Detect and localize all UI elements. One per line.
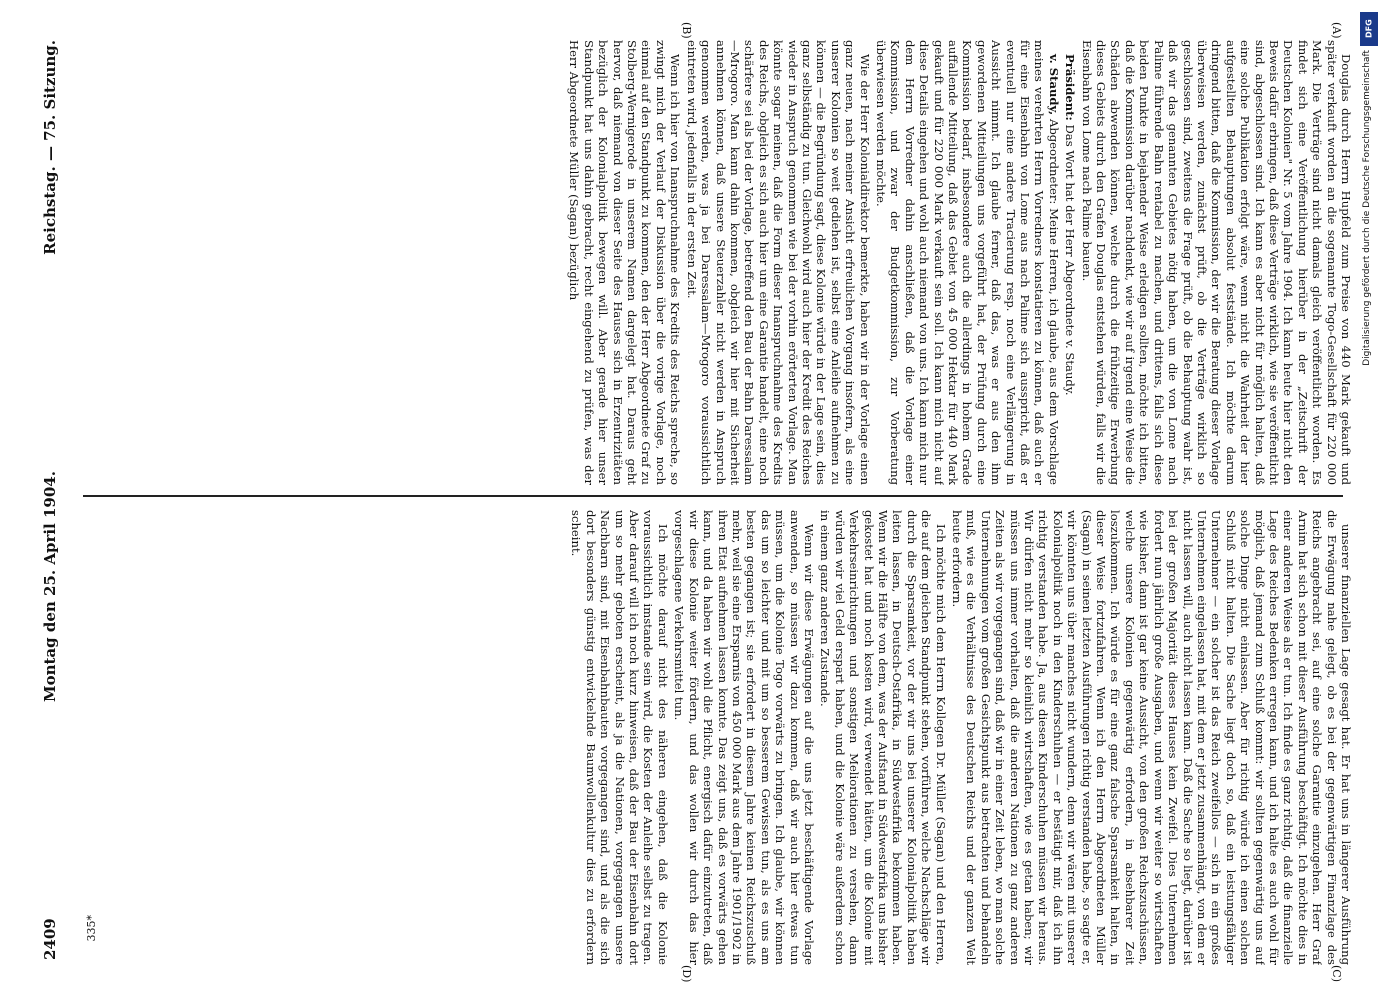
margin-marker-d: (D) (680, 965, 693, 983)
digitization-note: Digitalisierung gefördert durch die Deutsche Forschungsgemeinschaft (1362, 50, 1372, 366)
margin-marker-c: (C) (1330, 965, 1343, 982)
column-left (83, 40, 1353, 485)
paragraph: Wenn ich hier von Inanspruchnahme des Kredits des Reichs spreche, so zwingt mich der Verlauf der Diskussion über die vorige Vorlage, noch einmal auf den Standpunkt zu kommen, den der Herr Abgeordnete Graf zu Stolberg-Wernigerode in unserem Namen dargelegt hat. Daraus geht hervor, daß niemand von dieser Seite des Hauses sich in Erzentrizitäten bezüglich der Kolonialpolitik bewegen will. Aber gerade hier unser Standpunkt hat uns dahin gebracht, recht eingehend zu prüfen, was der Herr Abgeordnete Müller (Sagan) bezüglich (567, 40, 683, 485)
paragraph: Ich möchte darauf nicht des näheren eingehen, daß die Kolonie voraussichtlich imstande sein wird, die Kosten der Anleihe selbst zu tragen. Aber darauf will ich noch kurz hinweisen, daß der Bau der Eisenbahn dort um so mehr geboten erscheint, als ja die Nationen, vorgegangen unsere Nachbarn sind, mit Eisenbahnbauten vorgegangen sind, und als die sich dort besonders günstig entwickelnde Baumwollenkultur dies zu erfordern scheint. (569, 510, 670, 965)
header-left: Reichstag. — 75. Sitzung. (41, 40, 59, 255)
paragraph: Ich möchte mich dem Herrn Kollegen Dr. Müller (Sagan) und den Herren, die auf dem gleichen Standpunkt stehen, vorführen, welche Nachschläge wir durch die Sparsamkeit, vor der wir uns bei unserer Kolonialpolitik haben leiten lassen, in Deutsch-Ostafrika, in Südwestafrika bekommen haben. Wenn wir die Hälfte von dem, was der Aufstand in Südwestafrika uns bisher gekostet hat und noch kosten wird, verwendet hätten, um die Kolonie mit Verkehrseinrichtungen und sonstigen Meliorationen zu versehen, dann würden wir viel Geld erspart haben, und die Kolonie wäre außerdem schon in einem ganz anderen Zustande. (818, 510, 948, 965)
page-header (35, 40, 65, 960)
footer-page-number: 335* (85, 915, 98, 942)
paragraph: v. Staudy, Abgeordneter: Meine Herren, ich glaube, aus dem Vorschlage meines verehrten Herrn Vorredners konstatieren zu können, daß auch er für eine Eisenbahn von Lome aus nach Palime sich ausspricht, daß er eventuell nur eine andere Tracierung resp. noch eine Verlängerung in Aussicht nimmt. Ich glaube ferner, daß das, was er aus den ihm gewordenen Mitteilungen uns vorgeführt hat, der Prüfung durch eine Kommission bedarf, insbesondere auch die allerdings in hohem Grade auffallende Mitteilung, daß das Gebiet von 45 000 Hektar für 440 Mark gekauft und für 220 000 Mark verkauft sein soll. Ich kann mich nicht auf diese Details eingehen und wohl auch niemand von uns. Ich kann mich nur dem Herrn Vorredner dahin anschließen, daß die Vorlage einer Kommission, und zwar der Budgetkommission, zur Vorberatung überwiesen werden möchte. (874, 40, 1061, 485)
paragraph: Wenn wir diese Erwägungen auf die uns jetzt beschäftigende Vorlage anwenden, so müssen wir dazu kommen, daß wir auch hier etwas tun müssen, um die Kolonie Togo vorwärts zu bringen. Ich glaube, wir können das um so leichter und mit um so besserem Gewissen tun, als es uns am besten gegangen ist; sie erfordert in diesem Jahre keinen Reichszuschuß mehr, weil sie eine Ersparnis von 450 000 Mark aus dem Jahre 1901/1902 in ihren Etat aufnehmen lassen konnte. Das zeigt uns, daß es vorwärts gehen kann, und da haben wir wohl die Pflicht, energisch dafür einzutreten, daß wir diese Kolonie weiter fördern, und das wollen wir durch das hier vorgeschlagene Verkehrsmittel tun. (672, 510, 816, 965)
header-center: Montag den 25. April 1904. (41, 471, 59, 703)
dfg-logo: DFG (1360, 12, 1378, 46)
margin-marker-b: (B) (680, 22, 693, 39)
paragraph: Wie der Herr Kolonialdirektor bemerkte, haben wir in der Vorlage einen ganz neuen, nach meiner Ansicht erfreulichen Vorgang insofern, als eine unserer Kolonien so weit gediehen ist, selbst eine Anleihe aufnehmen zu können — die Begründung sagt, diese Kolonie würde in der Lage sein, dies ganz selbständig zu tun. Gleichwohl wird auch hier der Kredit des Reiches wieder in Anspruch genommen wie bei der vorhin erörterten Vorlage. Man könnte sogar meinen, daß die Form dieser Inanspruchnahme des Kredits des Reichs, obgleich es sich auch hier um eine Garantie handelt, eine noch schärfere sei als bei der Vorlage, betreffend den Bau der Bahn Daressalam—Mrogoro. Man kann dahin kommen, obgleich wir hier mit Sicherheit annehmen können, daß unsere Steuerzahler nicht werden in Anspruch genommen werden, was ja bei Daressalam—Mrogoro voraussichtlich eintreten wird, jedenfalls in der ersten Zeit. (684, 40, 872, 485)
paragraph: unserer finanziellen Lage gesagt hat. Er hat uns in längerer Ausführung die Erwägung nahe gelegt, ob es bei der gegenwärtigen Finanzlage des Reichs angebracht sei, auf eine solche Garantie einzugehen. Herr Graf Arnim hat sich schon mit dieser Ausführung beschäftigt. Ich möchte dies in einer anderen Weise als er tun. Ich finde es ganz richtig, daß die finanzielle Lage des Reiches Bedenken erregen kann, und ich halte es auch wohl für möglich, daß jemand zum Schluß kommt: wir sollten gegenwärtig uns auf solche Dinge nicht einlassen. Aber für richtig würde ich einen solchen Schluß nicht halten. Die Sache liegt doch so, daß ein leistungsfähiger Unternehmer — ein solcher ist das Reich zweifellos — sich in ein großes Unternehmen eingelassen hat, mit dem er jetzt zusammenhängt, von dem er nicht lassen will, auch nicht lassen kann. Daß die Sache so liegt, darüber ist bei der großen Majorität dieses Hauses kein Zweifel. Dies Unternehmen fordert nun jährlich große Ausgaben, und wenn wir weiter so wirtschaften wie bisher, dann ist gar keine Aussicht, von den großen Reichszuschüssen, welche unsere Kolonien gegenwärtig erfordern, in absehbarer Zeit loszukommen. Ich würde es für eine ganz falsche Sparsamkeit halten, in dieser Weise fortzufahren. Wenn ich den Herrn Abgeordneten Müller (Sagan) in seinen letzten Ausführungen richtig verstanden habe, so sagte er, wir könnten uns über manches nicht wundern, denn wir wären mit unserer Kolonialpolitik noch in den Kinderschuhen — er bestätigt mir, daß ich ihn richtig verstanden habe. Ja, aus diesen Kinderschuhen müssen wir heraus. Wir dürfen nicht mehr so kleinlich wirtschaften, wie es getan haben; wir müssen uns immer vorhalten, daß die anderen Nationen zu ganz anderen Zeiten als wir vorgegangen sind, daß wir in einer Zeit leben, wo man solche Unternehmungen vom großen Gesichtspunkt aus betrachten und behandeln muß, wie es die Verhältnisse des Deutschen Reichs und der ganzen Welt heute erfordern. (950, 510, 1353, 965)
margin-marker-a: (A) (1330, 22, 1343, 39)
column-right (83, 510, 1353, 965)
header-right: 2409 (41, 918, 59, 960)
column-divider (83, 495, 1343, 497)
paragraph: Douglas durch Herrn Hupfeld zum Preise von 440 Mark gekauft und später verkauft worden an die sogenannte Togo-Gesellschaft für 220 000 Mark. Die Verträge sind nicht damals gleich veröffentlicht worden. Es findet sich eine Veröffentlichung hierüber in der „Zeitschrift der Deutschen Kolonien" Nr. 5 vom Jahre 1904. Ich kann heute hier nicht den Beweis dafür erbringen, daß diese Verträge wirklich, wie sie veröffentlicht sind, abgeschlossen sind. Ich kann es aber nicht für möglich halten, daß eine solche Publikation erfolgt wäre, wenn nicht die Wahrheit der hier aufgestellten Behauptungen absolut feststände. Ich möchte darum dringend bitten, daß die Kommission, der wir die Beratung dieser Vorlage überweisen werden, zunächst prüft, ob die Verträge wirklich so geschlossen sind, zweitens die Frage prüft, ob die Behauptung wahr ist, daß wir das genannten Gebietes nötig haben, um die von Lome nach Palime führende Bahn rentabel zu machen, und drittens, falls sich diese beiden Punkte in bejahender Weise erledigen sollten, möchte ich bitten, daß die Kommission darüber nachdenkt, wie wir auf irgend eine Weise die Schäden abwenden können, welche durch die frühzeitige Erwerbung dieses Gebiets durch den Grafen Douglas entstehen würden, falls wir die Eisenbahn von Lome nach Palime bauen. (1079, 40, 1353, 485)
digitization-sidebar (1359, 10, 1381, 990)
paragraph: Präsident: Das Wort hat der Herr Abgeordnete v. Staudy. (1063, 54, 1078, 396)
